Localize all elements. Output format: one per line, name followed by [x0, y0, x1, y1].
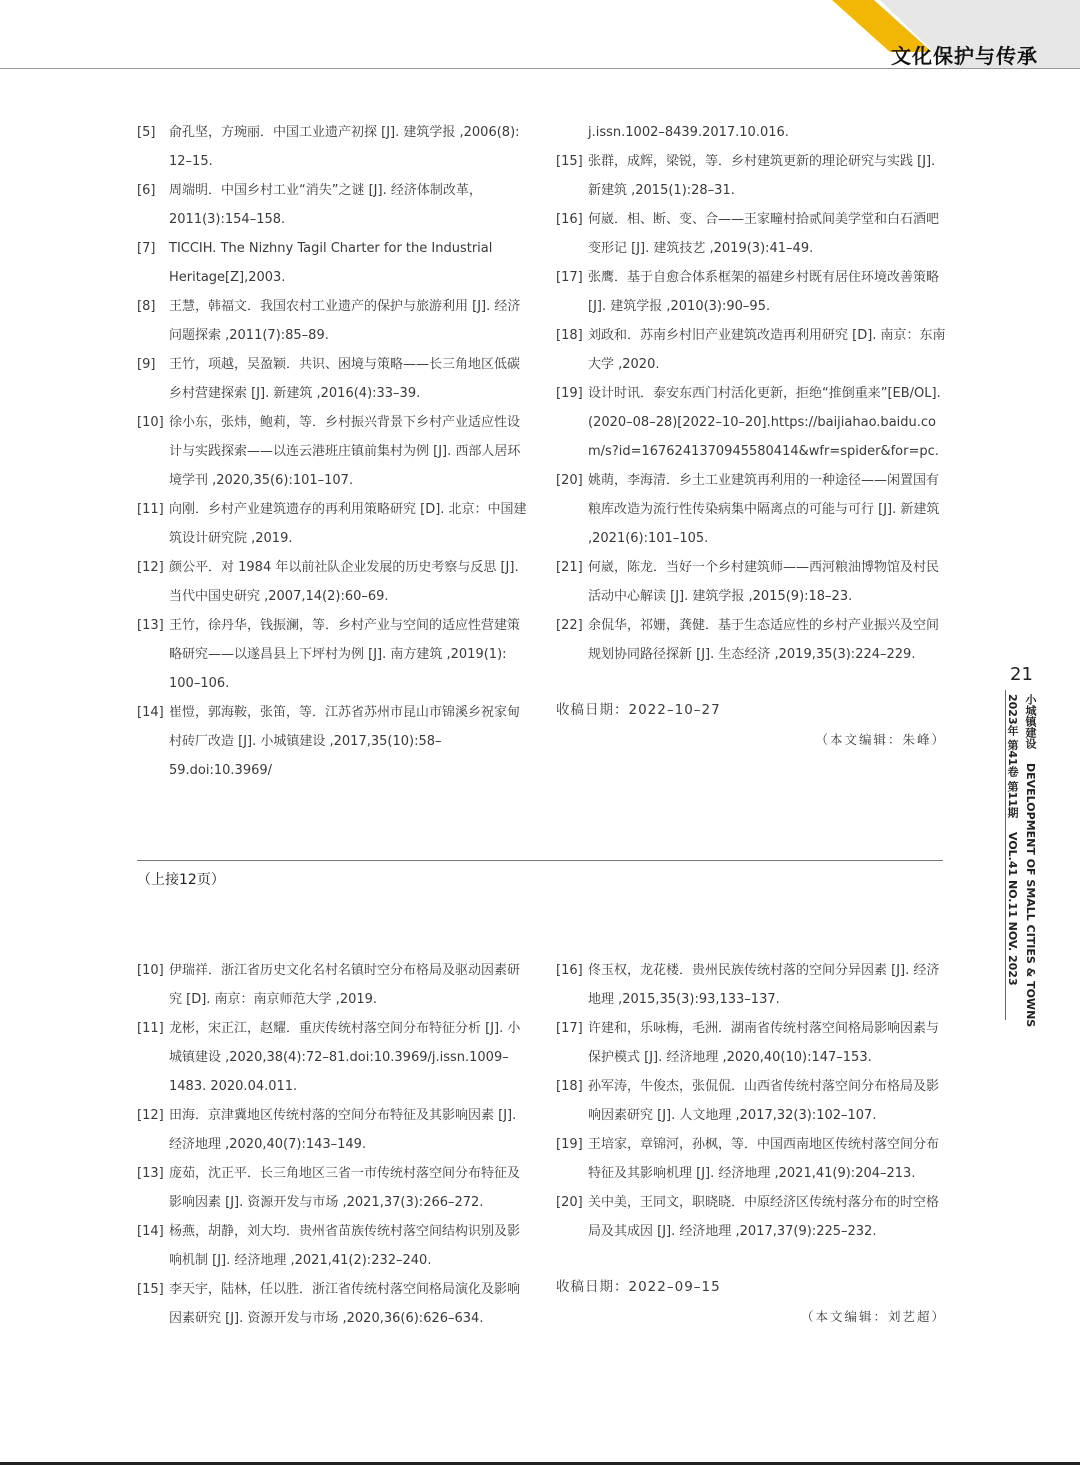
reference-item	[137, 698, 527, 785]
received-date: 收稿日期：2022–10–27	[556, 702, 721, 718]
reference-text: 余侃华，祁姗，龚健．基于生态适应性的乡村产业振兴及空间规划协同路径探新 [J]. 生态经济 ,2019,35(3):224–229.	[588, 618, 940, 662]
reference-number: [18]	[556, 328, 583, 343]
reference-number: [10]	[137, 415, 164, 430]
reference-item	[556, 611, 946, 669]
reference-item	[556, 1014, 946, 1072]
reference-item	[137, 956, 527, 1014]
reference-item	[556, 466, 946, 553]
reference-item	[137, 1014, 527, 1101]
reference-text: 伊瑞祥．浙江省历史文化名村名镇时空分布格局及驱动因素研究 [D]. 南京：南京师范大学 ,2019.	[169, 963, 521, 1007]
header-divider	[0, 68, 1080, 69]
reference-item	[556, 553, 946, 611]
reference-number: [10]	[137, 963, 164, 978]
reference-item	[556, 1188, 946, 1246]
reference-item	[137, 176, 527, 234]
reference-text: 王慧，韩福文．我国农村工业遗产的保护与旅游利用 [J]. 经济问题探索 ,2011(7):85–89.	[169, 299, 521, 343]
received-date: 收稿日期：2022–09–15	[556, 1279, 721, 1295]
reference-number: [11]	[137, 1021, 164, 1036]
reference-text: TICCIH. The Nizhny Tagil Charter for the Industrial Heritage[Z],2003.	[169, 241, 493, 285]
reference-text: 王竹，项越，吴盈颖．共识、困境与策略——长三角地区低碳乡村营建探索 [J]. 新建筑 ,2016(4):33–39.	[169, 357, 521, 401]
reference-item	[556, 1072, 946, 1130]
reference-text: 刘政和．苏南乡村旧产业建筑改造再利用研究 [D]. 南京：东南大学 ,2020.	[588, 328, 946, 372]
reference-number: [17]	[556, 1021, 583, 1036]
reference-item	[137, 1101, 527, 1159]
reference-number: [17]	[556, 270, 583, 285]
reference-text: 俞孔坚，方琬丽．中国工业遗产初探 [J]. 建筑学报 ,2006(8): 12–15.	[169, 125, 520, 169]
continued-from-label: （上接12页）	[137, 872, 225, 888]
reference-text: 张鹰．基于自愈合体系框架的福建乡村既有居住环境改善策略 [J]. 建筑学报 ,2010(3):90–95.	[588, 270, 940, 314]
reference-item	[137, 553, 527, 611]
volume-cn: 2023年 第41卷 第11期	[1006, 694, 1019, 818]
reference-item	[556, 263, 946, 321]
reference-number: [13]	[137, 618, 164, 633]
reference-number: [14]	[137, 705, 164, 720]
reference-item	[556, 1130, 946, 1188]
reference-text: 徐小东，张炜，鲍莉，等．乡村振兴背景下乡村产业适应性设计与实践探索——以连云港班庄镇前集村为例 [J]. 西部人居环境学刊 ,2020,35(6):101–107.	[169, 415, 521, 488]
reference-text: 李天宇，陆林，任以胜．浙江省传统村落空间格局演化及影响因素研究 [J]. 资源开发与市场 ,2020,36(6):626–634.	[169, 1282, 521, 1326]
reference-text: 许建和，乐咏梅，毛洲．湖南省传统村落空间格局影响因素与保护模式 [J]. 经济地理 ,2020,40(10):147–153.	[588, 1021, 940, 1065]
reference-number: [19]	[556, 386, 583, 401]
reference-item	[137, 1217, 527, 1275]
volume-en: VOL.41 NO.11 NOV. 2023	[1006, 831, 1019, 986]
reference-item	[137, 1275, 527, 1333]
reference-item	[137, 234, 527, 292]
reference-text: 颜公平．对 1984 年以前社队企业发展的历史考察与反思 [J]. 当代中国史研究 ,2007,14(2):60–69.	[169, 560, 519, 604]
reference-text: 庞茹，沈正平．长三角地区三省一市传统村落空间分布特征及影响因素 [J]. 资源开发与市场 ,2021,37(3):266–272.	[169, 1166, 521, 1210]
reference-text: 向刚．乡村产业建筑遗存的再利用策略研究 [D]. 北京：中国建筑设计研究院 ,2019.	[169, 502, 527, 546]
reference-text: 崔愷，郭海鞍，张笛，等．江苏省苏州市昆山市锦溪乡祝家甸村砖厂改造 [J]. 小城镇建设 ,2017,35(10):58–59.doi:10.3969/	[169, 705, 521, 778]
page-number: 21	[1010, 664, 1033, 685]
reference-text: 周端明．中国乡村工业“消失”之谜 [J]. 经济体制改革，2011(3):154–158.	[169, 183, 482, 227]
reference-text: 关中美，王同文，职晓晓．中原经济区传统村落分布的时空格局及其成因 [J]. 经济地理 ,2017,37(9):225–232.	[588, 1195, 940, 1239]
reference-number: [16]	[556, 963, 583, 978]
reference-item	[556, 321, 946, 379]
reference-text: 张群，成辉，梁锐，等．乡村建筑更新的理论研究与实践 [J]. 新建筑 ,2015(1):28–31.	[588, 154, 936, 198]
reference-item	[556, 379, 946, 466]
reference-item	[137, 1159, 527, 1217]
bottom-left-references	[137, 956, 527, 1333]
reference-text: 佟玉权，龙花楼．贵州民族传统村落的空间分异因素 [J]. 经济地理 ,2015,35(3):93,133–137.	[588, 963, 940, 1007]
reference-number: [7]	[137, 241, 156, 256]
bottom-right-references	[556, 956, 946, 1331]
reference-number: [11]	[137, 502, 164, 517]
reference-text: 杨燕，胡静，刘大均．贵州省苗族传统村落空间结构识别及影响机制 [J]. 经济地理 ,2021,41(2):232–240.	[169, 1224, 521, 1268]
journal-name-cn: 小城镇建设	[1024, 694, 1037, 749]
reference-item	[137, 408, 527, 495]
reference-text: 龙彬，宋正江，赵耀．重庆传统村落空间分布特征分析 [J]. 小城镇建设 ,2020,38(4):72–81.doi:10.3969/j.issn.1009–1483. 2020.04.011.	[169, 1021, 521, 1094]
reference-number: [21]	[556, 560, 583, 575]
reference-item	[137, 611, 527, 698]
reference-number: [8]	[137, 299, 156, 314]
issue-sidebar	[1004, 694, 1020, 995]
editor-credit: （本文编辑：朱峰）	[815, 732, 946, 747]
reference-number: [15]	[137, 1282, 164, 1297]
reference-item	[556, 956, 946, 1014]
reference-item	[137, 495, 527, 553]
top-left-references	[137, 118, 527, 785]
reference-item	[137, 118, 527, 176]
reference-text: 姚萌，李海清．乡土工业建筑再利用的一种途径——闲置国有粮库改造为流行性传染病集中隔离点的可能与可行 [J]. 新建筑 ,2021(6):101–105.	[588, 473, 940, 546]
reference-text: 孙军涛，牛俊杰，张侃侃．山西省传统村落空间分布格局及影响因素研究 [J]. 人文地理 ,2017,32(3):102–107.	[588, 1079, 940, 1123]
editor-credit: （本文编辑：刘艺超）	[800, 1309, 946, 1324]
reference-number: [14]	[137, 1224, 164, 1239]
reference-item	[556, 147, 946, 205]
reference-text: 设计时讯．泰安东西门村活化更新，拒绝“推倒重来”[EB/OL]. (2020–08–28)[2022–10–20].https://baijiahao.baidu.com/s?id=1676241370945580414&wfr=spider&for=pc.	[588, 386, 941, 459]
reference-number: [18]	[556, 1079, 583, 1094]
section-title: 文化保护与传承	[891, 44, 1038, 68]
reference-number: [15]	[556, 154, 583, 169]
reference-number: [12]	[137, 560, 164, 575]
reference-item	[137, 350, 527, 408]
reference-number: [22]	[556, 618, 583, 633]
reference-text: 王培家，章锦河，孙枫，等．中国西南地区传统村落空间分布特征及其影响机理 [J]. 经济地理 ,2021,41(9):204–213.	[588, 1137, 940, 1181]
journal-name-en: DEVELOPMENT OF SMALL CITIES & TOWNS	[1024, 762, 1037, 1028]
reference-number: [6]	[137, 183, 156, 198]
reference-number: [12]	[137, 1108, 164, 1123]
reference-number: [20]	[556, 1195, 583, 1210]
reference-text: 何崴．相、断、变、合——王家疃村拾贰间美学堂和白石酒吧变形记 [J]. 建筑技艺 ,2019(3):41–49.	[588, 212, 940, 256]
reference-number: [20]	[556, 473, 583, 488]
reference-number: [13]	[137, 1166, 164, 1181]
reference-number: [5]	[137, 125, 156, 140]
reference-text: 田海．京津冀地区传统村落的空间分布特征及其影响因素 [J]. 经济地理 ,2020,40(7):143–149.	[169, 1108, 517, 1152]
top-right-references	[556, 118, 946, 754]
reference-number: [9]	[137, 357, 156, 372]
reference-number: [16]	[556, 212, 583, 227]
reference-text: 王竹，徐丹华，钱振澜，等．乡村产业与空间的适应性营建策略研究——以遂昌县上下坪村为例 [J]. 南方建筑 ,2019(1): 100–106.	[169, 618, 521, 691]
reference-text: 何崴，陈龙．当好一个乡村建筑师——西河粮油博物馆及村民活动中心解读 [J]. 建筑学报 ,2015(9):18–23.	[588, 560, 940, 604]
journal-sidebar	[1022, 694, 1038, 1037]
reference-item	[137, 292, 527, 350]
reference-continuation: j.issn.1002–8439.2017.10.016.	[588, 125, 789, 140]
section-divider	[137, 860, 943, 861]
reference-number: [19]	[556, 1137, 583, 1152]
reference-item	[556, 205, 946, 263]
